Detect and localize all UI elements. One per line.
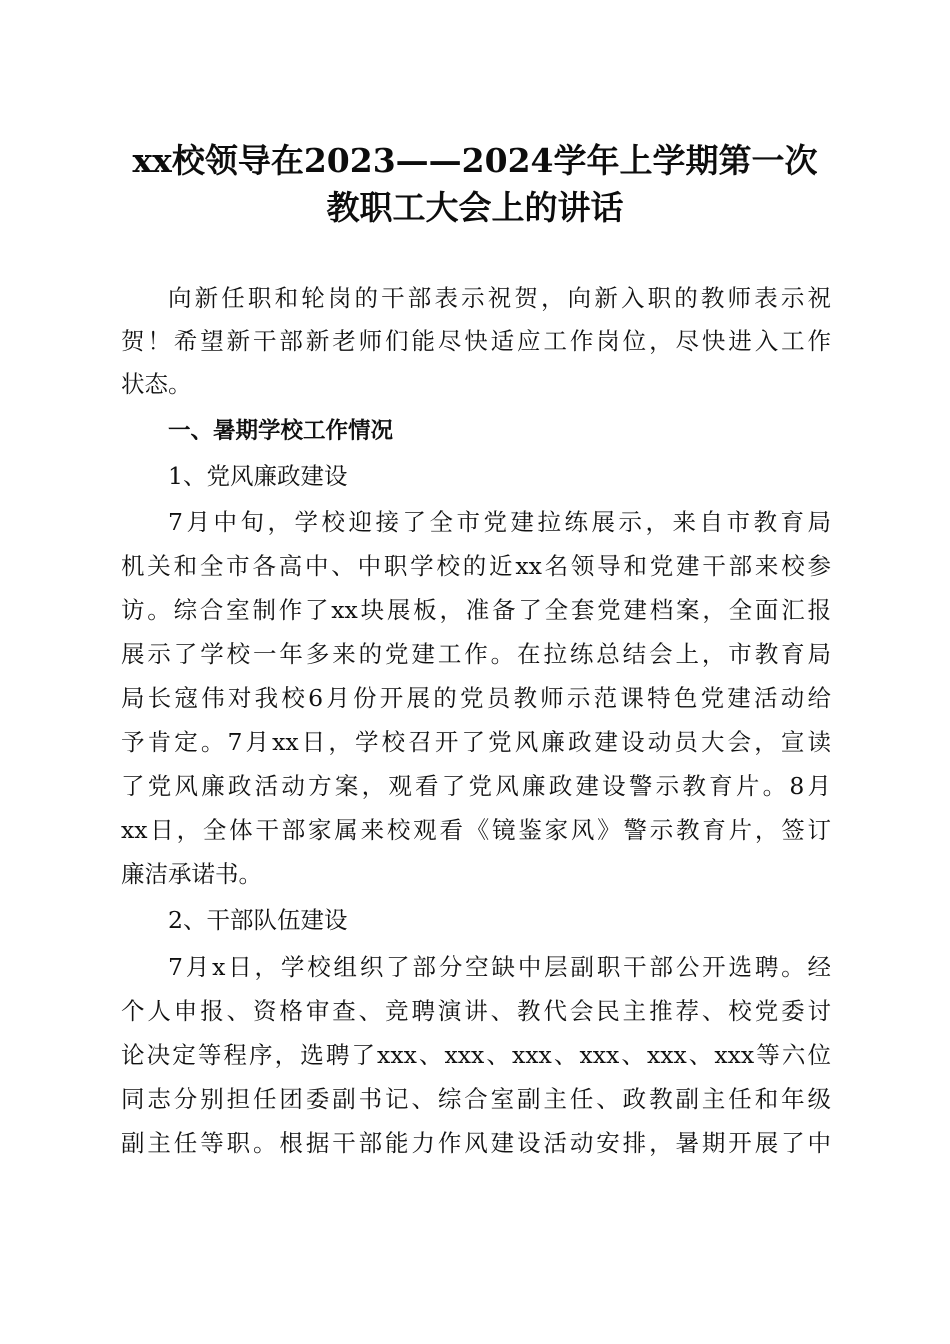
subsection-heading: 2、干部队伍建设 xyxy=(168,906,348,934)
paragraph-line: 了党风廉政活动方案，观看了党风廉政建设警示教育片。8月 xyxy=(121,772,831,800)
paragraph-line: 7月中旬，学校迎接了全市党建拉练展示，来自市教育局 xyxy=(168,508,831,536)
paragraph-line: xx日，全体干部家属来校观看《镜鉴家风》警示教育片，签订 xyxy=(121,816,831,844)
paragraph-line: 访。综合室制作了xx块展板，准备了全套党建档案，全面汇报 xyxy=(121,596,831,624)
paragraph-line: 予肯定。7月xx日，学校召开了党风廉政建设动员大会，宣读 xyxy=(121,728,831,756)
document-title-line-1: xx校领导在2023——2024学年上学期第一次 xyxy=(132,141,818,180)
paragraph-line: 局长寇伟对我校6月份开展的党员教师示范课特色党建活动给 xyxy=(121,684,831,712)
paragraph-line: 向新任职和轮岗的干部表示祝贺，向新入职的教师表示祝 xyxy=(168,284,831,312)
paragraph-line: 同志分别担任团委副书记、综合室副主任、政教副主任和年级 xyxy=(121,1085,831,1113)
paragraph-line: 廉洁承诺书。 xyxy=(121,860,262,888)
document-title-line-2: 教职工大会上的讲话 xyxy=(326,188,624,227)
paragraph-line: 展示了学校一年多来的党建工作。在拉练总结会上，市教育局 xyxy=(121,640,831,668)
subsection-heading: 1、党风廉政建设 xyxy=(168,462,348,490)
paragraph-line: 论决定等程序，选聘了xxx、xxx、xxx、xxx、xxx、xxx等六位 xyxy=(121,1041,831,1069)
paragraph-line: 7月x日，学校组织了部分空缺中层副职干部公开选聘。经 xyxy=(168,953,831,981)
paragraph-line: 机关和全市各高中、中职学校的近xx名领导和党建干部来校参 xyxy=(121,552,831,580)
paragraph-line: 贺！希望新干部新老师们能尽快适应工作岗位，尽快进入工作 xyxy=(121,327,831,355)
paragraph-line: 状态。 xyxy=(121,370,192,398)
paragraph-line: 个人申报、资格审查、竞聘演讲、教代会民主推荐、校党委讨 xyxy=(121,997,831,1025)
paragraph-line: 副主任等职。根据干部能力作风建设活动安排，暑期开展了中 xyxy=(121,1129,831,1157)
section-heading: 一、暑期学校工作情况 xyxy=(168,418,394,444)
